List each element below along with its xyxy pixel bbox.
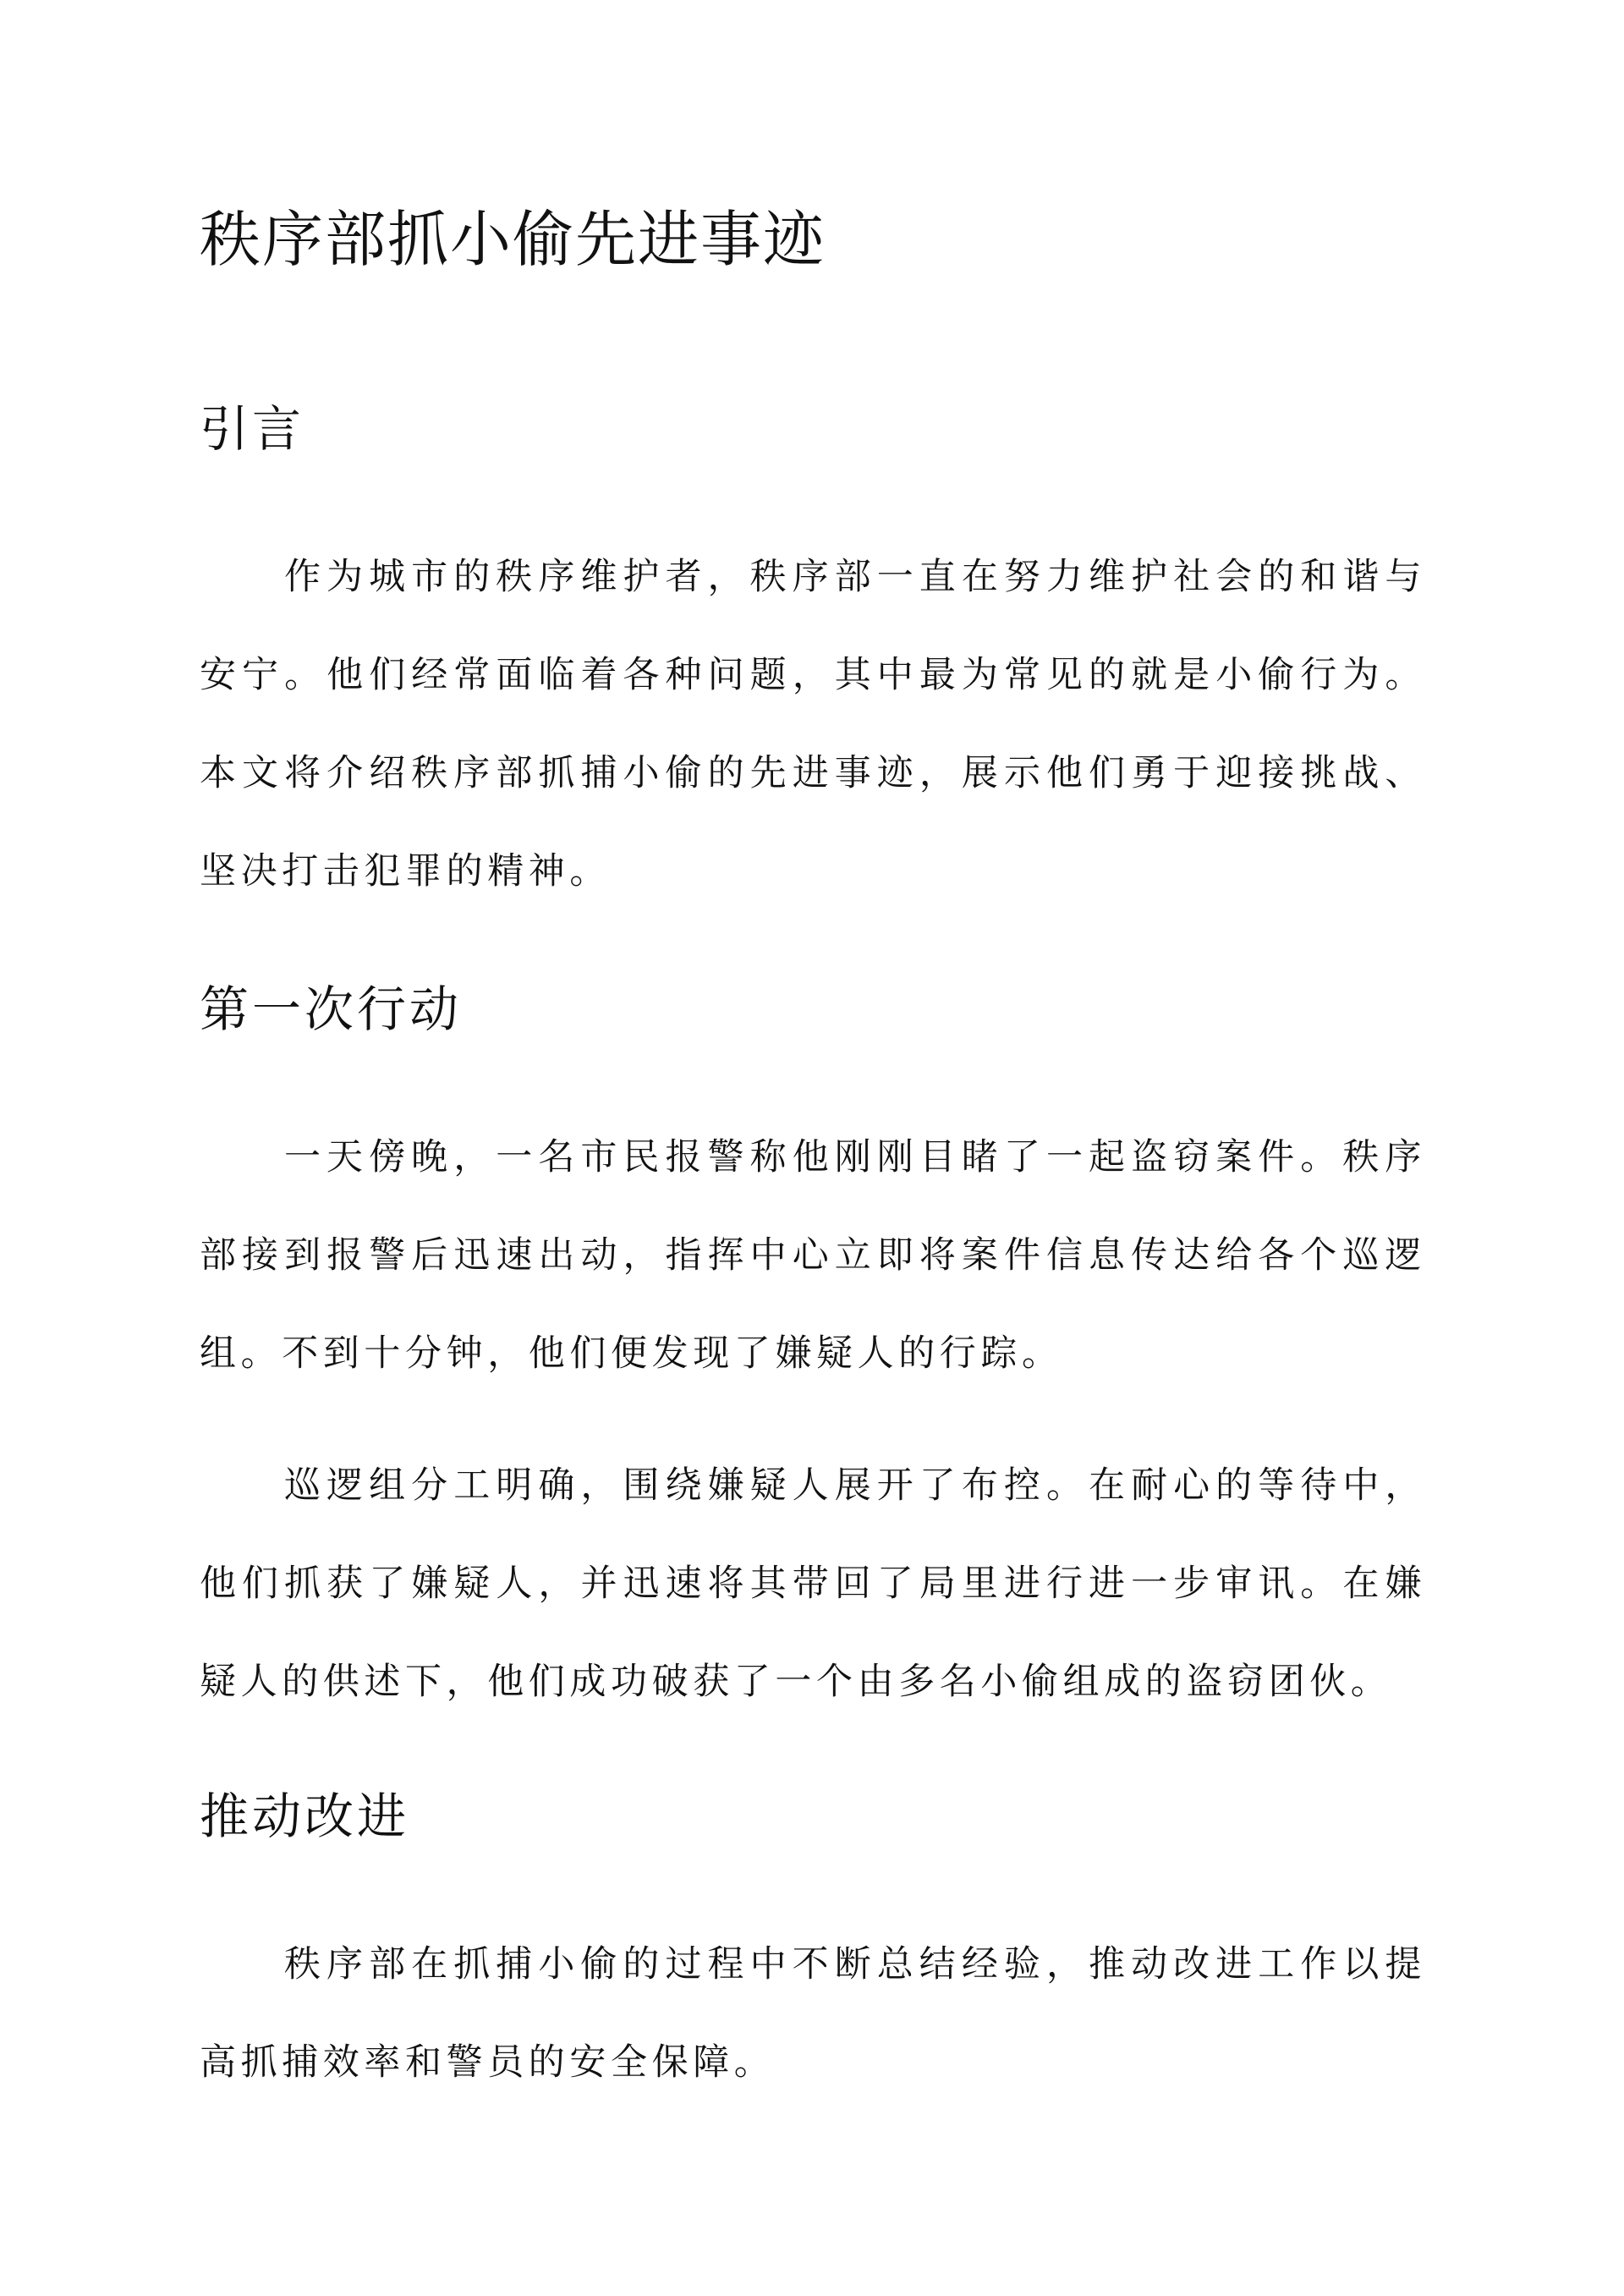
paragraph-first-action-2: 巡逻组分工明确，围绕嫌疑人展开了布控。在耐心的等待中，他们抓获了嫌疑人，并迅速将其带回了局里进行进一步审讯。在嫌疑人的供述下，他们成功破获了一个由多名小偷组成的盗窃团伙。 xyxy=(200,1464,1426,1703)
section-heading-introduction: 引言 xyxy=(200,400,305,458)
paragraph-introduction: 作为城市的秩序维护者，秩序部一直在努力维护社会的和谐与安宁。他们经常面临着各种问题，其中最为常见的就是小偷行为。本文将介绍秩序部抓捕小偷的先进事迹，展示他们勇于迎接挑战、坚决打击犯罪的精神。 xyxy=(200,556,1426,893)
section-heading-improvement: 推动改进 xyxy=(200,1788,410,1845)
section-heading-first-action: 第一次行动 xyxy=(200,980,463,1038)
paragraph-improvement: 秩序部在抓捕小偷的过程中不断总结经验，推动改进工作以提高抓捕效率和警员的安全保障。 xyxy=(200,1943,1426,2084)
document-title: 秩序部抓小偷先进事迹 xyxy=(200,204,826,275)
paragraph-first-action-1: 一天傍晚，一名市民报警称他刚刚目睹了一起盗窃案件。秩序部接到报警后迅速出动，指挥中心立即将案件信息传达给各个巡逻组。不到十分钟，他们便发现了嫌疑人的行踪。 xyxy=(200,1136,1426,1375)
